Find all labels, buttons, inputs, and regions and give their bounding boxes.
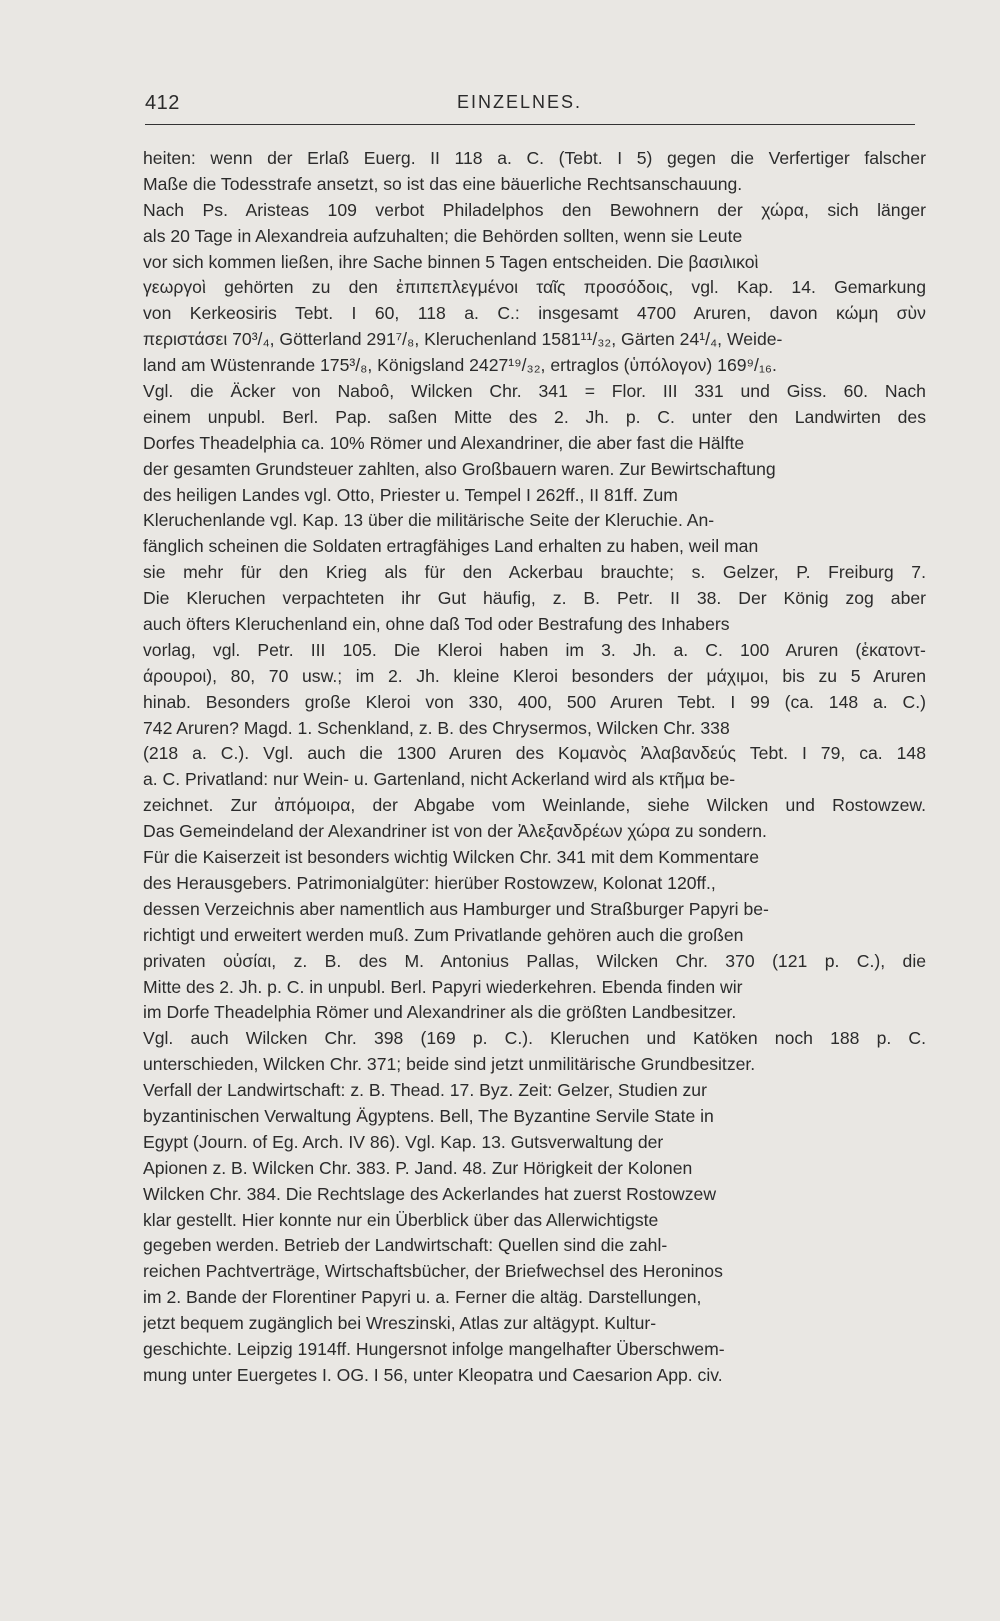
text-line: mung unter Euergetes I. OG. I 56, unter Kleopatra und Caesarion App. civ. [143, 1364, 723, 1385]
text-line: richtigt und erweitert werden muß. Zum Privatlande gehören auch die großen [143, 924, 744, 945]
text-line: heiten: wenn der Erlaß Euerg. II 118 a. C. (Tebt. I 5) gegen die Verfertiger falscher [143, 148, 926, 168]
text-line: Maße die Todesstrafe ansetzt, so ist das eine bäuerliche Rechtsanschauung. [143, 173, 743, 194]
text-line: klar gestellt. Hier konnte nur ein Überblick über das Allerwichtigste [143, 1209, 659, 1230]
text-line: a. C. Privatland: nur Wein- u. Gartenland, nicht Ackerland wird als κτῆμα be- [143, 769, 736, 790]
text-line: hinab. Besonders große Kleroi von 330, 400, 500 Aruren Tebt. I 99 (ca. 148 a. C.) [143, 691, 926, 712]
text-line: gegeben werden. Betrieb der Landwirtschaft: Quellen sind die zahl- [143, 1235, 668, 1256]
text-line: geschichte. Leipzig 1914ff. Hungersnot infolge mangelhafter Überschwem- [143, 1338, 725, 1359]
text-line: Egypt (Journ. of Eg. Arch. IV 86). Vgl. Kap. 13. Gutsverwaltung der [143, 1131, 664, 1152]
text-line: jetzt bequem zugänglich bei Wreszinski, Atlas zur altägypt. Kultur- [143, 1313, 657, 1334]
header-rule [145, 124, 915, 125]
text-line: περιστάσει 70³/₄, Götterland 291⁷/₈, Kleruchenland 1581¹¹/₃₂, Gärten 24¹/₄, Weide- [143, 329, 783, 350]
text-line: land am Wüstenrande 175³/₈, Königsland 2427¹⁹/₃₂, ertraglos (ὑπόλογον) 169⁹/₁₆. [143, 355, 777, 376]
text-line: (218 a. C.). Vgl. auch die 1300 Aruren des Κομανὸς Ἀλαβανδεύς Tebt. I 79, ca. 148 [143, 743, 926, 764]
text-line: vorlag, vgl. Petr. III 105. Die Kleroi haben im 3. Jh. a. C. 100 Aruren (ἑκατοντ- [143, 639, 926, 660]
text-line: dessen Verzeichnis aber namentlich aus Hamburger und Straßburger Papyri be- [143, 898, 769, 919]
text-line: Verfall der Landwirtschaft: z. B. Thead. 17. Byz. Zeit: Gelzer, Studien zur [143, 1080, 707, 1101]
text-line: Die Kleruchen verpachteten ihr Gut häufig, z. B. Petr. II 38. Der König zog aber [143, 588, 926, 609]
text-line: byzantinischen Verwaltung Ägyptens. Bell, The Byzantine Servile State in [143, 1105, 714, 1126]
text-line: fänglich scheinen die Soldaten ertragfähiges Land erhalten zu haben, weil man [143, 536, 759, 557]
text-line: zeichnet. Zur ἀπόμοιρα, der Abgabe vom Weinlande, siehe Wilcken und Rostowzew. [143, 795, 926, 816]
text-line: Kleruchenlande vgl. Kap. 13 über die militärische Seite der Kleruchie. An- [143, 510, 715, 531]
text-line: Wilcken Chr. 384. Die Rechtslage des Ackerlandes hat zuerst Rostowzew [143, 1183, 717, 1204]
text-line: im 2. Bande der Florentiner Papyri u. a. Ferner die altäg. Darstellungen, [143, 1287, 702, 1308]
text-line: als 20 Tage in Alexandreia aufzuhalten; die Behörden sollten, wenn sie Leute [143, 225, 743, 246]
text-line: Vgl. die Äcker von Naboô, Wilcken Chr. 341 = Flor. III 331 und Giss. 60. Nach [143, 381, 926, 402]
text-line: Dorfes Theadelphia ca. 10% Römer und Alexandriner, die aber fast die Hälfte [143, 432, 745, 453]
text-line: Nach Ps. Aristeas 109 verbot Philadelphos den Bewohnern der χώρα, sich länger [143, 199, 926, 220]
text-line: 742 Aruren? Magd. 1. Schenkland, z. B. des Chrysermos, Wilcken Chr. 338 [143, 717, 730, 738]
body-text [143, 146, 926, 1389]
text-line: auch öfters Kleruchenland ein, ohne daß Tod oder Bestrafung des Inhabers [143, 614, 730, 635]
text-line: des Herausgebers. Patrimonialgüter: hierüber Rostowzew, Kolonat 120ff., [143, 872, 716, 893]
text-line: im Dorfe Theadelphia Römer und Alexandriner als die größten Landbesitzer. [143, 1002, 737, 1023]
text-line: Das Gemeindeland der Alexandriner ist von der Ἀλεξανδρέων χώρα zu sondern. [143, 821, 767, 842]
text-line: Für die Kaiserzeit ist besonders wichtig Wilcken Chr. 341 mit dem Kommentare [143, 847, 760, 868]
text-line: γεωργοὶ gehörten zu den ἐπιπεπλεγμένοι ταῖς προσόδοις, vgl. Kap. 14. Gemarkung [143, 277, 926, 298]
text-line: Mitte des 2. Jh. p. C. in unpubl. Berl. Papyri wiederkehren. Ebenda finden wir [143, 976, 743, 997]
text-line: der gesamten Grundsteuer zahlten, also Großbauern waren. Zur Bewirtschaftung [143, 458, 776, 479]
text-line: privaten οὐσίαι, z. B. des M. Antonius Pallas, Wilcken Chr. 370 (121 p. C.), die [143, 950, 926, 971]
text-line: άρουροι), 80, 70 usw.; im 2. Jh. kleine Kleroi besonders der μάχιμοι, bis zu 5 Aruren [143, 665, 926, 686]
page-header [145, 92, 915, 126]
text-line: des heiligen Landes vgl. Otto, Priester u. Tempel I 262ff., II 81ff. Zum [143, 484, 678, 505]
page-number: 412 [145, 92, 180, 114]
text-line: sie mehr für den Krieg als für den Ackerbau brauchte; s. Gelzer, P. Freiburg 7. [143, 562, 926, 583]
text-line: Vgl. auch Wilcken Chr. 398 (169 p. C.). Kleruchen und Katöken noch 188 p. C. [143, 1028, 926, 1049]
text-line: einem unpubl. Berl. Pap. saßen Mitte des 2. Jh. p. C. unter den Landwirten des [143, 406, 926, 427]
text-line: Apionen z. B. Wilcken Chr. 383. P. Jand. 48. Zur Hörigkeit der Kolonen [143, 1157, 693, 1178]
text-line: von Kerkeosiris Tebt. I 60, 118 a. C.: insgesamt 4700 Aruren, davon κώμη σὺν [143, 303, 926, 324]
text-line: reichen Pachtverträge, Wirtschaftsbücher, der Briefwechsel des Heroninos [143, 1261, 723, 1282]
text-line: vor sich kommen ließen, ihre Sache binnen 5 Tagen entscheiden. Die βασιλικοὶ [143, 251, 759, 272]
running-title: EINZELNES. [457, 92, 583, 112]
text-line: unterschieden, Wilcken Chr. 371; beide sind jetzt unmilitärische Grundbesitzer. [143, 1054, 756, 1075]
